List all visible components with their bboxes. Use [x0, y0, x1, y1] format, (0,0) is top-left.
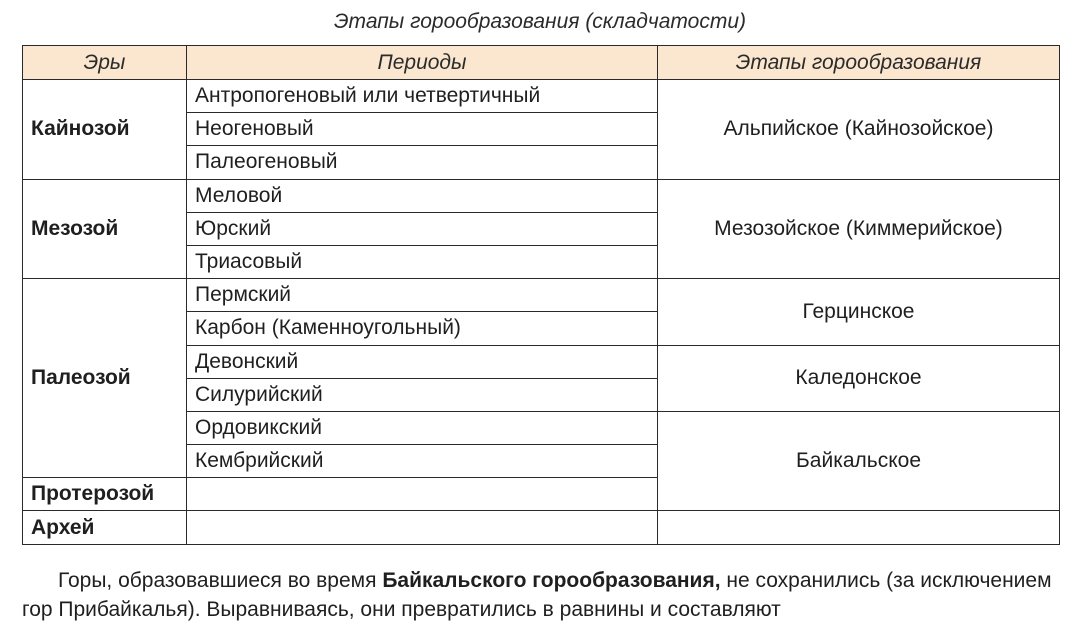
header-periods: Периоды — [187, 46, 658, 80]
orogeny-table — [22, 45, 1060, 545]
era-paleozoic: Палеозой — [23, 279, 187, 478]
header-eras: Эры — [23, 46, 187, 80]
body-paragraph — [22, 567, 1062, 624]
period-permian: Пермский — [187, 279, 658, 312]
period-jurassic: Юрский — [187, 212, 658, 245]
stage-baikal: Байкальское — [658, 411, 1060, 511]
stage-caledonian: Каледонское — [658, 345, 1060, 411]
table-row — [23, 511, 1060, 544]
period-triassic: Триасовый — [187, 245, 658, 278]
period-empty-archean — [187, 511, 658, 544]
era-proterozoic: Протерозой — [23, 478, 187, 511]
stage-empty-archean — [658, 511, 1060, 544]
period-anthropogene: Антропогеновый или четвертичный — [187, 80, 658, 113]
period-carboniferous: Карбон (Каменноугольный) — [187, 312, 658, 345]
period-silurian: Силурийский — [187, 378, 658, 411]
era-archean: Архей — [23, 511, 187, 544]
period-cambrian: Кембрийский — [187, 445, 658, 478]
table-row — [23, 80, 1060, 113]
table-caption: Этапы горообразования (складчатости) — [333, 10, 747, 33]
period-ordovician: Ордовикский — [187, 411, 658, 444]
period-cretaceous: Меловой — [187, 179, 658, 212]
table-row — [23, 179, 1060, 212]
paragraph-bold-term: Байкальского горообразования, — [382, 569, 721, 592]
paragraph-text-end: не сохранились (за исключением гор Прибайкалья). Выравниваясь, они превратились в равнины и составляют — [22, 569, 1052, 621]
paragraph-text-start: Горы, образовавшиеся во время — [58, 569, 383, 592]
period-empty-proterozoic — [187, 478, 658, 511]
period-devonian: Девонский — [187, 345, 658, 378]
era-mesozoic: Мезозой — [23, 179, 187, 279]
header-row — [23, 46, 1060, 80]
stage-mesozoic: Мезозойское (Киммерийское) — [658, 179, 1060, 279]
period-neogene: Неогеновый — [187, 113, 658, 146]
era-cenozoic: Кайнозой — [23, 80, 187, 180]
table-row — [23, 279, 1060, 312]
stage-alpine: Альпийское (Кайнозойское) — [658, 80, 1060, 180]
header-stages: Этапы горообразования — [658, 46, 1060, 80]
period-paleogene: Палеогеновый — [187, 146, 658, 179]
stage-hercynian: Герцинское — [658, 279, 1060, 345]
